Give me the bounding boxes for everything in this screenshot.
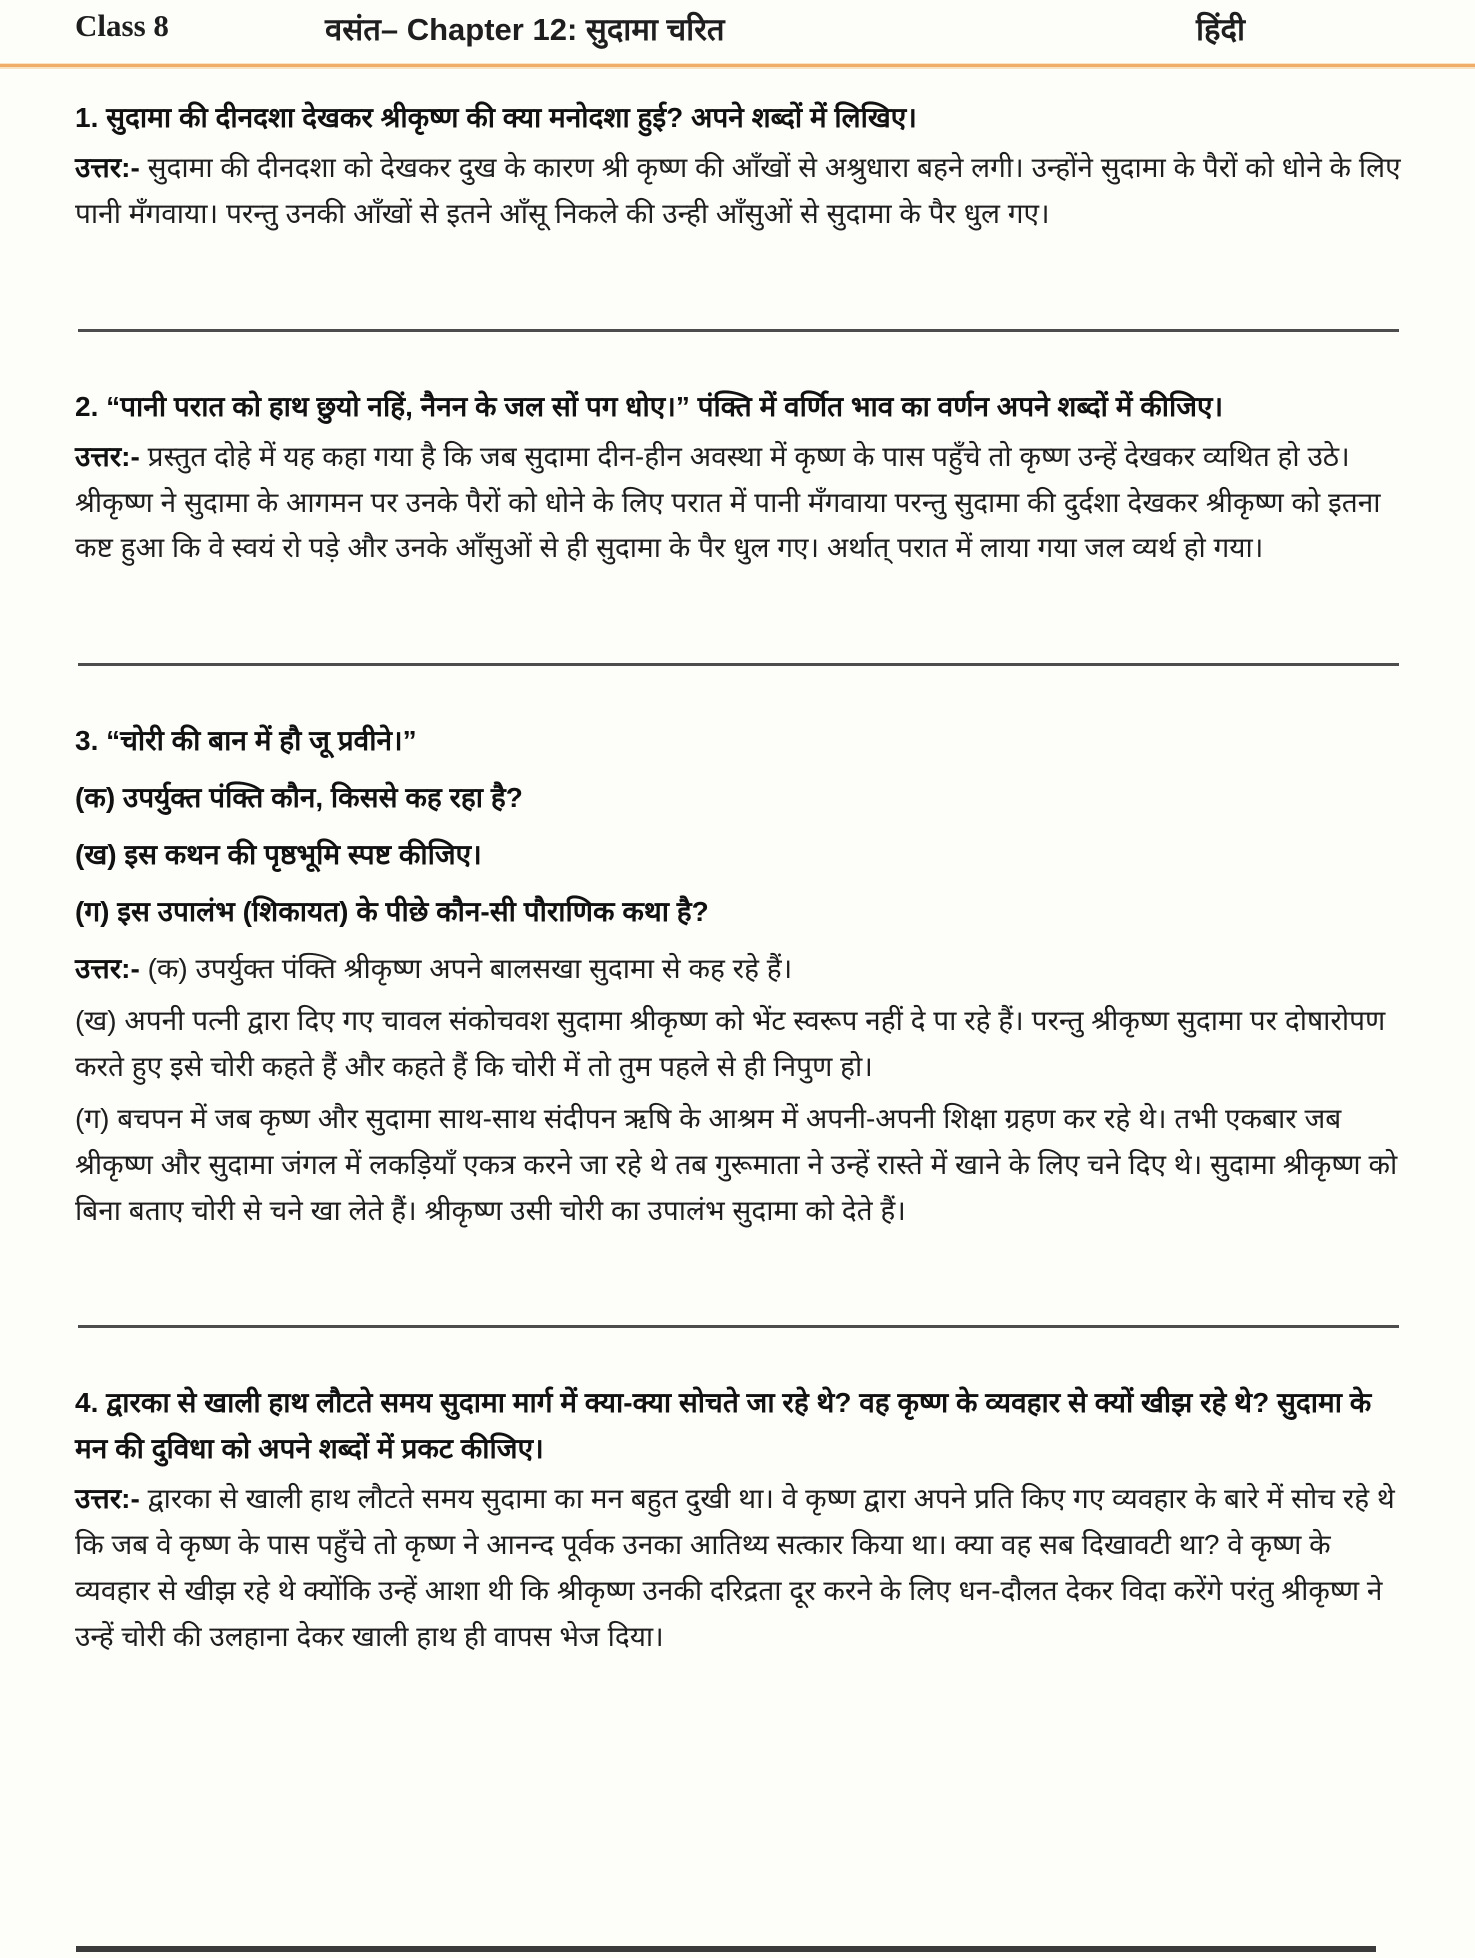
- answer-1-text: सुदामा की दीनदशा को देखकर दुख के कारण श्री कृष्ण की आँखों से अश्रुधारा बहने लगी। उन्होंने सुदामा के पैरों को धोने के लिए पानी मँगवाया। परन्तु उनकी आँखों से इतने आँसू निकले की उन्ही आँसुओं से सुदामा के पैर धुल गए।: [75, 151, 1401, 229]
- answer-label: उत्तर:-: [75, 952, 140, 984]
- qa-section-2: [75, 384, 1402, 572]
- answer-label: उत्तर:-: [75, 151, 140, 183]
- answer-3-paragraph-kha: (ख) अपनी पत्नी द्वारा दिए गए चावल संकोचवश सुदामा श्रीकृष्ण को भेंट स्वरूप नहीं दे पा रहे हैं। परन्तु श्रीकृष्ण सुदामा पर दोषारोपण करते हुए इसे चोरी कहते हैं और कहते हैं कि चोरी में तो तुम पहले से ही निपुण हो।: [75, 1004, 1386, 1082]
- question-2: 2. “पानी परात को हाथ छुयो नहिं, नैनन के जल सों पग धोए।” पंक्ति में वर्णित भाव का वर्णन अपने शब्दों में कीजिए।: [75, 390, 1224, 422]
- answer-3: [75, 946, 1402, 1233]
- section-divider: [78, 663, 1399, 666]
- page-bottom-rule: [76, 1946, 1376, 1952]
- answer-3-text-ka: (क) उपर्युक्त पंक्ति श्रीकृष्ण अपने बालसखा सुदामा से कह रहे हैं।: [147, 952, 793, 984]
- answer-label: उत्तर:-: [75, 440, 140, 472]
- section-divider: [78, 329, 1399, 332]
- answer-4-text: द्वारका से खाली हाथ लौटते समय सुदामा का मन बहुत दुखी था। वे कृष्ण द्वारा अपने प्रति किए गए व्यवहार के बारे में सोच रहे थे कि जब वे कृष्ण के पास पहुँचे तो कृष्ण ने आनन्द पूर्वक उनका आतिथ्य सत्कार किया था। क्या वह सब दिखावटी था? वे कृष्ण के व्यवहार से खीझ रहे थे क्योंकि उन्हें आशा थी कि श्रीकृष्ण उनकी दरिद्रता दूर करने के लिए धन-दौलत देकर विदा करेंगे परंतु श्रीकृष्ण ने उन्हें चोरी की उलहाना देकर खाली हाथ ही वापस भेज दिया।: [75, 1483, 1395, 1652]
- qa-section-1: [75, 95, 1402, 237]
- answer-3-paragraph-ka: [75, 946, 1402, 992]
- subject-label: हिंदी: [1196, 12, 1245, 47]
- section-divider: [78, 1325, 1399, 1328]
- answer-3-paragraph-ga: (ग) बचपन में जब कृष्ण और सुदामा साथ-साथ संदीपन ऋषि के आश्रम में अपनी-अपनी शिक्षा ग्रहण कर रहे थे। तभी एकबार जब श्रीकृष्ण और सुदामा जंगल में लकड़ियाँ एकत्र करने जा रहे थे तब गुरूमाता ने उन्हें रास्ते में खाने के लिए चने दिए थे। सुदामा श्रीकृष्ण को बिना बताए चोरी से चने खा लेते हैं। श्रीकृष्ण उसी चोरी का उपालंभ सुदामा को देते हैं।: [75, 1102, 1398, 1226]
- qa-section-3: [75, 718, 1402, 1233]
- question-1: 1. सुदामा की दीनदशा देखकर श्रीकृष्ण की क्या मनोदशा हुई? अपने शब्दों में लिखिए।: [75, 102, 917, 133]
- qa-content: [0, 67, 1475, 1660]
- answer-label: उत्तर:-: [75, 1483, 140, 1515]
- question-3-quote: 3. “चोरी की बान में हौ जू प्रवीने।”: [75, 725, 417, 757]
- answer-2: [75, 434, 1402, 572]
- answer-4: [75, 1476, 1402, 1660]
- page-header: [0, 0, 1475, 50]
- class-label: Class 8: [75, 8, 169, 43]
- answer-1: [75, 145, 1402, 237]
- answer-2-paragraph: [75, 434, 1402, 572]
- page-title: वसंत– Chapter 12: सुदामा चरित: [325, 12, 725, 47]
- answer-1-paragraph: [75, 145, 1402, 237]
- question-4: 4. द्वारका से खाली हाथ लौटते समय सुदामा मार्ग में क्या-क्या सोचते जा रहे थे? वह कृष्ण के व्यवहार से क्यों खीझ रहे थे? सुदामा के मन की दुविधा को अपने शब्दों में प्रकट कीजिए।: [75, 1387, 1372, 1465]
- question-3-part-kha: (ख) इस कथन की पृष्ठभूमि स्पष्ट कीजिए।: [75, 839, 482, 871]
- answer-2-text: प्रस्तुत दोहे में यह कहा गया है कि जब सुदामा दीन-हीन अवस्था में कृष्ण के पास पहुँचे तो कृष्ण उन्हें देखकर व्यथित हो उठे। श्रीकृष्ण ने सुदामा के आगमन पर उनके पैरों को धोने के लिए परात में पानी मँगवाया परन्तु सुदामा की दुर्दशा देखकर श्रीकृष्ण को इतना कष्ट हुआ कि वे स्वयं रो पड़े और उनके आँसुओं से ही सुदामा के पैर धुल गए। अर्थात् परात में लाया गया जल व्यर्थ हो गया।: [75, 440, 1381, 564]
- question-3-part-ga: (ग) इस उपालंभ (शिकायत) के पीछे कौन-सी पौराणिक कथा है?: [75, 896, 709, 928]
- question-3-part-ka: (क) उपर्युक्त पंक्ति कौन, किससे कह रहा है?: [75, 782, 523, 814]
- answer-4-paragraph: [75, 1476, 1402, 1660]
- qa-section-4: [75, 1380, 1402, 1659]
